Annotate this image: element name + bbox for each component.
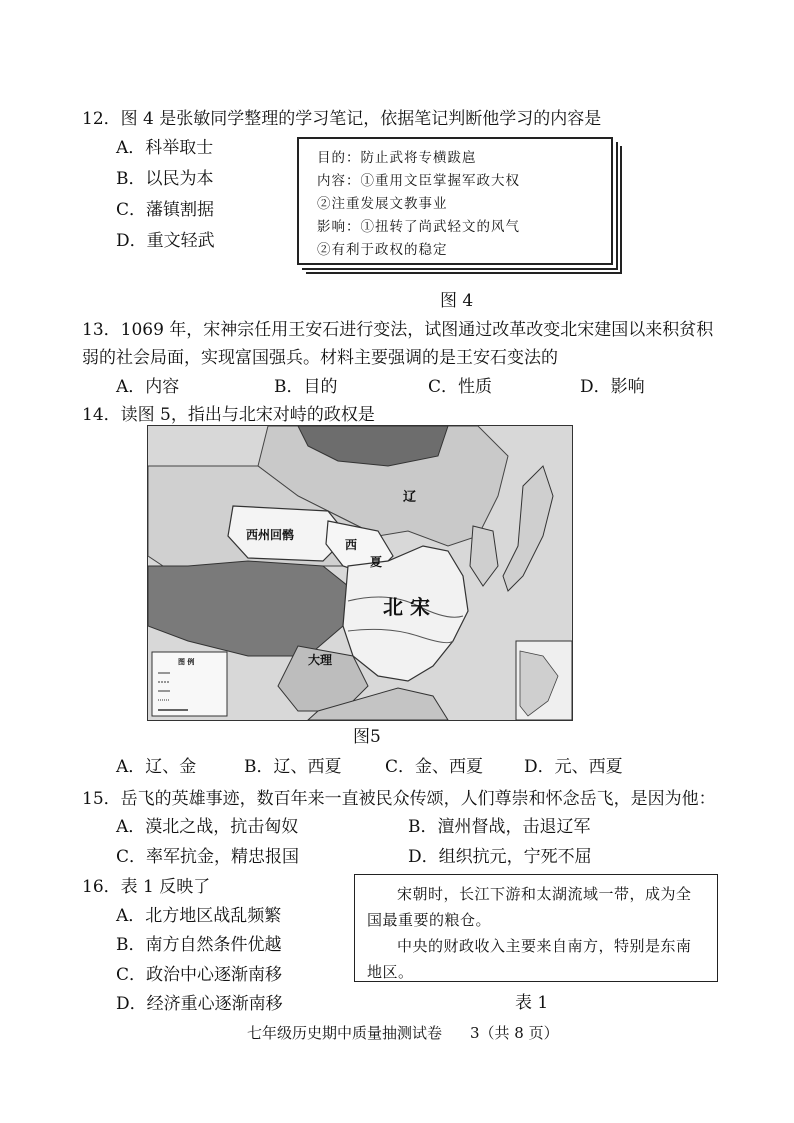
note-line-content-2: ②注重发展文教事业	[317, 196, 448, 212]
q13-stem-line2: 弱的社会局面，实现富国强兵。材料主要强调的是王安石变法的	[82, 348, 558, 368]
note-line-content-1: 内容：①重用文臣掌握军政大权	[317, 173, 520, 189]
q14-option-a: A．辽、金	[116, 757, 197, 777]
table-1-caption: 表 1	[515, 993, 549, 1013]
q14-stem: 14．读图 5，指出与北宋对峙的政权是	[82, 405, 375, 425]
map-label-dali: 大理	[308, 653, 333, 667]
q16-option-d: D．经济重心逐渐南移	[116, 994, 283, 1014]
q14-option-c: C．金、西夏	[385, 757, 484, 777]
q13-stem-line1: 13．1069 年，宋神宗任用王安石进行变法，试图通过改革改变北宋建国以来积贫积	[82, 320, 714, 340]
song-dynasty-map	[147, 425, 573, 721]
q12-option-b: B．以民为本	[116, 169, 214, 189]
note-line-impact-2: ②有利于政权的稳定	[317, 242, 448, 258]
q15-stem: 15．岳飞的英雄事迹，数百年来一直被民众传颂，人们尊崇和怀念岳飞，是因为他：	[82, 789, 716, 809]
map-label-northern-song: 北 宋	[383, 595, 430, 619]
q15-option-b: B．澶州督战，击退辽军	[408, 817, 591, 837]
q16-stem: 16．表 1 反映了	[82, 877, 211, 897]
q16-option-b: B．南方自然条件优越	[116, 935, 282, 955]
map-label-liao: 辽	[403, 490, 417, 505]
note-line-purpose: 目的：防止武将专横跋扈	[317, 150, 477, 166]
map-drawing	[148, 426, 572, 720]
figure-5-caption: 图5	[353, 727, 381, 747]
q14-option-d: D．元、西夏	[524, 757, 623, 777]
q12-stem: 12．图 4 是张敏同学整理的学习笔记，依据笔记判断他学习的内容是	[82, 109, 602, 129]
q13-option-b: B．目的	[274, 377, 338, 397]
table-1-paragraph-2: 中央的财政收入主要来自南方，特别是东南地区。	[367, 937, 692, 981]
q13-option-d: D．影响	[580, 377, 645, 397]
figure-4-caption: 图 4	[440, 291, 474, 311]
q16-option-c: C．政治中心逐渐南移	[116, 965, 283, 985]
q15-option-a: A．漠北之战，抗击匈奴	[116, 817, 299, 837]
q12-option-d: D．重文轻武	[116, 231, 215, 251]
q12-option-a: A．科举取士	[116, 138, 214, 158]
footer-page-number: 3（共 8 页）	[470, 1024, 559, 1042]
q15-option-c: C．率军抗金，精忠报国	[116, 847, 300, 867]
note-line-impact-1: 影响：①扭转了尚武轻文的风气	[317, 219, 520, 235]
legend-title: 图 例	[178, 658, 195, 666]
q13-option-a: A．内容	[116, 377, 180, 397]
q16-option-a: A．北方地区战乱频繁	[116, 906, 282, 926]
q12-option-c: C．藩镇割据	[116, 200, 215, 220]
footer-title: 七年级历史期中质量抽测试卷	[247, 1024, 443, 1042]
map-label-xia: 夏	[370, 555, 383, 569]
table-1-paragraph-1: 宋朝时，长江下游和太湖流域一带，成为全国最重要的粮仓。	[367, 885, 692, 929]
map-label-xizhou-huihu: 西州回鹘	[246, 528, 295, 542]
table-1-box	[354, 874, 718, 982]
q14-option-b: B．辽、西夏	[244, 757, 342, 777]
study-note-box	[297, 137, 613, 265]
map-label-xi: 西	[345, 538, 358, 552]
q15-option-d: D．组织抗元，宁死不屈	[408, 847, 592, 867]
q13-option-c: C．性质	[428, 377, 493, 397]
